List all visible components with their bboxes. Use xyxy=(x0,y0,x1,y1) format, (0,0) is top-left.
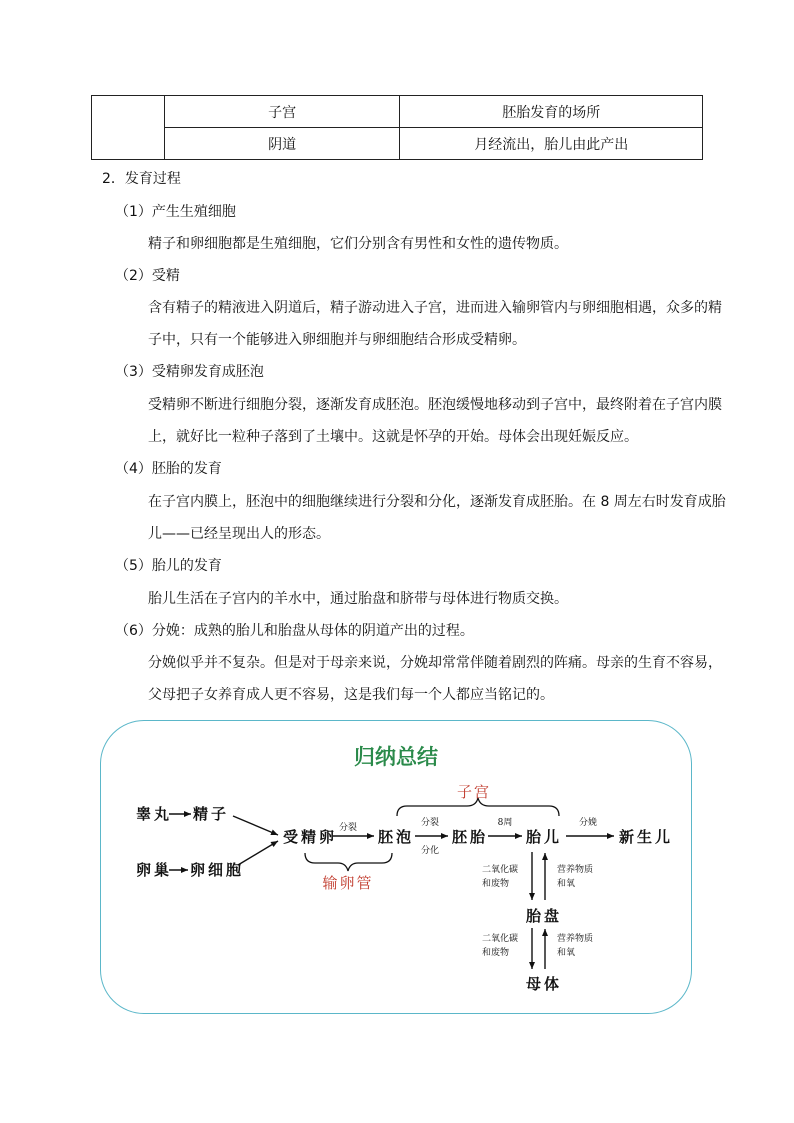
label-divide-1: 分裂 xyxy=(338,823,358,833)
item-title: （4）胚胎的发育 xyxy=(115,461,222,477)
item-text-line: 子中，只有一个能够进入卵细胞并与卵细胞结合形成受精卵。 xyxy=(148,332,526,348)
item-text-line: 含有精子的精液进入阴道后，精子游动进入子宫，进而进入输卵管内与卵细胞相遇，众多的精 xyxy=(148,300,722,316)
function-cell: 月经流出，胎儿由此产出 xyxy=(400,128,703,160)
section-heading: 2．发育过程 xyxy=(102,171,181,187)
item-text-line: 在子宫内膜上，胚泡中的细胞继续进行分裂和分化，逐渐发育成胚胎。在 8 周左右时发育成胎 xyxy=(148,494,726,510)
node-testis: 睾丸 xyxy=(136,805,173,823)
item-title: （6）分娩：成熟的胎儿和胎盘从母体的阴道产出的过程。 xyxy=(115,623,474,639)
label-nutrient-upper-1: 营养物质 xyxy=(557,865,594,875)
item-text-line: 胎儿生活在子宫内的羊水中，通过胎盘和脐带与母体进行物质交换。 xyxy=(148,591,568,607)
label-oviduct: 输卵管 xyxy=(322,874,374,892)
item-text-line: 儿——已经呈现出人的形态。 xyxy=(148,526,330,542)
item-text-line: 精子和卵细胞都是生殖细胞，它们分别含有男性和女性的遗传物质。 xyxy=(148,236,568,252)
item-title: （3）受精卵发育成胚泡 xyxy=(115,364,264,380)
node-placenta: 胎盘 xyxy=(526,907,563,925)
label-8-weeks: 8周 xyxy=(497,818,513,828)
label-divide-2: 分裂 xyxy=(420,818,440,828)
organ-cell: 子宫 xyxy=(164,96,400,128)
label-waste-upper-1: 二氧化碳 xyxy=(482,865,519,875)
item-title: （1）产生生殖细胞 xyxy=(115,204,236,220)
node-newborn: 新生儿 xyxy=(619,828,674,846)
summary-box xyxy=(100,720,692,1014)
node-egg: 卵细胞 xyxy=(190,861,245,879)
function-cell: 胚胎发育的场所 xyxy=(400,96,703,128)
organ-function-table xyxy=(91,95,703,160)
item-text-line: 父母把子女养育成人更不容易，这是我们每一个人都应当铭记的。 xyxy=(148,687,554,703)
node-mother: 母体 xyxy=(526,975,563,993)
label-nutrient-lower-1: 营养物质 xyxy=(557,934,594,944)
node-embryo: 胚胎 xyxy=(452,828,489,846)
summary-title: 归纳总结 xyxy=(354,744,438,769)
item-title: （5）胎儿的发育 xyxy=(115,558,222,574)
table-row xyxy=(92,128,703,160)
label-nutrient-lower-2: 和氧 xyxy=(557,948,576,958)
node-blastocyst: 胚泡 xyxy=(378,828,415,846)
label-waste-lower-1: 二氧化碳 xyxy=(482,934,519,944)
node-sperm: 精子 xyxy=(193,805,230,823)
label-delivery: 分娩 xyxy=(578,818,598,828)
item-text-line: 分娩似乎并不复杂。但是对于母亲来说，分娩却常常伴随着剧烈的阵痛。母亲的生育不容易， xyxy=(148,655,722,671)
table-row xyxy=(92,96,703,128)
item-text-line: 受精卵不断进行细胞分裂，逐渐发育成胚泡。胚泡缓慢地移动到子宫中，最终附着在子宫内膜 xyxy=(148,397,722,413)
label-uterus: 子宫 xyxy=(456,783,492,801)
label-waste-lower-2: 和废物 xyxy=(482,948,510,958)
node-fetus: 胎儿 xyxy=(526,828,563,846)
table-empty-cell xyxy=(92,96,165,160)
node-zygote: 受精卵 xyxy=(283,828,338,846)
label-waste-upper-2: 和废物 xyxy=(482,879,510,889)
node-ovary: 卵巢 xyxy=(136,861,173,879)
label-nutrient-upper-2: 和氧 xyxy=(557,879,576,889)
item-title: （2）受精 xyxy=(115,268,180,284)
item-text-line: 上，就好比一粒种子落到了土壤中。这就是怀孕的开始。母体会出现妊娠反应。 xyxy=(148,429,638,445)
label-differentiate: 分化 xyxy=(420,846,440,856)
organ-cell: 阴道 xyxy=(164,128,400,160)
